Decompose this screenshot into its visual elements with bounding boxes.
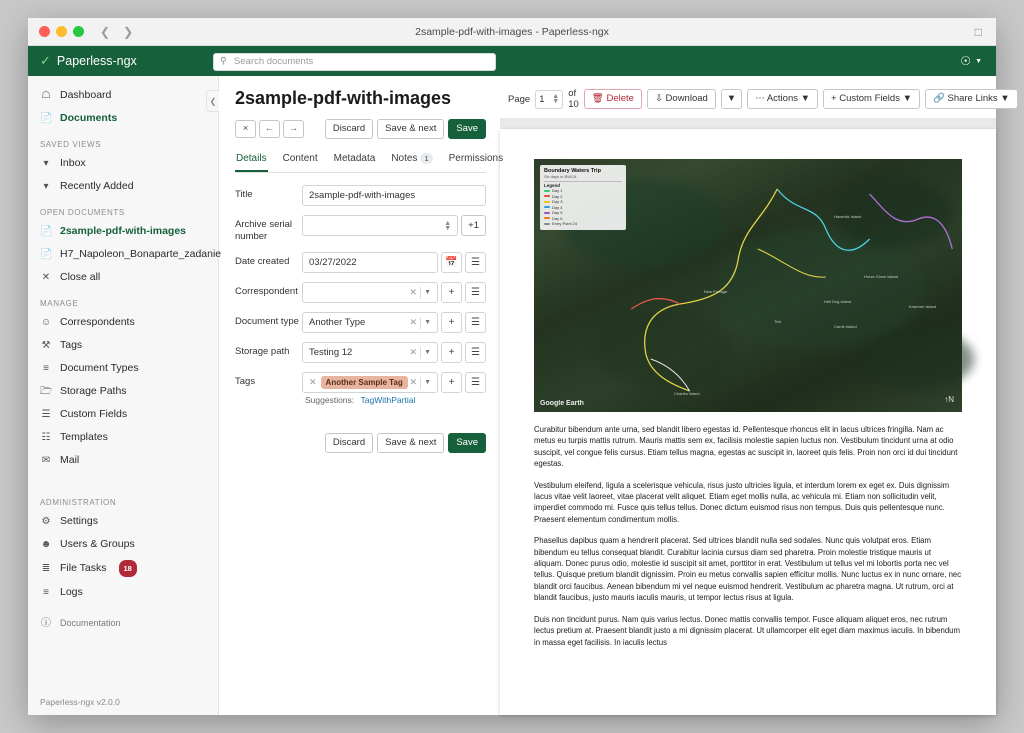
legend-label: Day 1 bbox=[552, 188, 563, 193]
document-nav-row bbox=[235, 119, 486, 139]
page-stepper-icon[interactable]: ▲ ▼ bbox=[552, 93, 560, 105]
save-and-next-button-top[interactable]: Save & next bbox=[377, 119, 444, 139]
trash-icon: 🗑 bbox=[591, 93, 604, 104]
tag-suggestions bbox=[305, 395, 486, 405]
sidebar-item-label: H7_Napoleon_Bonaparte_zadanie bbox=[60, 248, 222, 260]
legend-label: Day 3 bbox=[552, 199, 563, 204]
download-icon: ⇩ bbox=[654, 93, 663, 104]
tags-filter-icon[interactable]: ☰ bbox=[465, 372, 486, 393]
tags-add-button[interactable]: + bbox=[441, 372, 462, 393]
document-type-value: Another Type bbox=[309, 317, 366, 328]
file-icon: 📄 bbox=[40, 226, 53, 237]
suggestion-tag-link[interactable]: TagWithPartial bbox=[360, 395, 416, 405]
pdf-preview[interactable] bbox=[500, 118, 996, 715]
tag-icon: ⚒ bbox=[41, 340, 51, 351]
date-created-input[interactable]: 03/27/2022 bbox=[302, 252, 438, 273]
forward-icon[interactable]: ❯ bbox=[123, 24, 134, 39]
stepper-icon[interactable]: ▲ ▼ bbox=[444, 219, 452, 232]
storage-path-select[interactable] bbox=[302, 342, 438, 363]
search-icon: ⚲ bbox=[220, 55, 227, 66]
legend-label: Day 4 bbox=[552, 204, 563, 210]
app-topbar bbox=[28, 46, 996, 76]
sidebar-item-label: Dashboard bbox=[60, 89, 112, 101]
suggestions-label: Suggestions: bbox=[305, 395, 355, 405]
user-menu[interactable] bbox=[960, 54, 982, 68]
search-input[interactable] bbox=[213, 53, 496, 71]
document-type-select[interactable] bbox=[302, 312, 438, 333]
field-document-type bbox=[235, 312, 486, 333]
map-title: Boundary Waters Trip bbox=[544, 168, 601, 174]
browser-window bbox=[28, 18, 1010, 715]
field-tags-label: Tags bbox=[235, 376, 256, 387]
calendar-icon[interactable]: 📅 bbox=[441, 252, 462, 273]
page-label: Page bbox=[508, 93, 531, 105]
tab-details[interactable]: Details bbox=[235, 149, 268, 172]
share-links-button[interactable] bbox=[925, 89, 1018, 109]
legend-label: Day 6 bbox=[552, 215, 563, 221]
sidebar-item-label: Correspondents bbox=[60, 316, 135, 328]
sidebar-item-label: Mail bbox=[60, 454, 80, 466]
field-storage-path-label: Storage path bbox=[235, 346, 290, 357]
plus-icon: + bbox=[831, 93, 837, 104]
date-filter-icon[interactable]: ☰ bbox=[465, 252, 486, 273]
download-dropdown-button[interactable]: ▼ bbox=[721, 89, 742, 109]
chevron-down-icon: ▼ bbox=[800, 93, 811, 104]
sidebar-item-users-groups[interactable] bbox=[28, 533, 218, 556]
delete-label: Delete bbox=[606, 93, 634, 104]
field-document-type-label: Document type bbox=[235, 316, 299, 327]
field-date-created bbox=[235, 252, 486, 273]
sidebar-item-dashboard[interactable] bbox=[28, 84, 218, 107]
tab-metadata[interactable]: Metadata bbox=[333, 153, 376, 164]
app-root bbox=[28, 46, 1010, 715]
tab-permissions[interactable]: Permissions bbox=[448, 153, 504, 164]
sidebar-item-documentation[interactable] bbox=[28, 604, 218, 635]
actions-label: Actions bbox=[766, 93, 798, 104]
sidebar-item-label: Custom Fields bbox=[60, 408, 128, 420]
page-total: of 10 bbox=[568, 88, 579, 110]
archive-serial-input[interactable] bbox=[302, 215, 458, 236]
field-date-created-label: Date created bbox=[235, 256, 290, 267]
legend-label: Entry Point 24 bbox=[552, 221, 578, 226]
brand[interactable] bbox=[40, 53, 200, 69]
storage-path-add-button[interactable]: + bbox=[441, 342, 462, 363]
sidebar-item-label: Inbox bbox=[60, 157, 86, 169]
legend-label: Day 2 bbox=[552, 193, 563, 199]
chevron-down-icon[interactable]: ▼ bbox=[424, 379, 431, 386]
sidebar-item-label: Users & Groups bbox=[60, 538, 135, 550]
remove-tag-icon[interactable]: ✕ bbox=[309, 377, 317, 387]
sidebar-item-mail[interactable] bbox=[28, 449, 218, 472]
close-icon: ✕ bbox=[41, 272, 51, 283]
custom-fields-label: Custom Fields bbox=[839, 93, 900, 104]
actions-button[interactable] bbox=[747, 89, 818, 109]
chevron-down-icon: ▼ bbox=[975, 57, 982, 65]
sidebar-item-label: 2sample-pdf-with-images bbox=[60, 225, 187, 237]
custom-fields-button[interactable] bbox=[823, 89, 920, 109]
sidebar-item-templates[interactable] bbox=[28, 426, 218, 449]
save-and-next-button-bottom[interactable]: Save & next bbox=[377, 433, 444, 453]
link-icon: 🔗 bbox=[933, 93, 945, 104]
document-tabs[interactable] bbox=[235, 149, 504, 173]
page-title: 2sample-pdf-with-images bbox=[235, 88, 452, 108]
chevron-down-icon[interactable]: ▼ bbox=[424, 319, 431, 326]
tab-content[interactable]: Content bbox=[282, 153, 318, 164]
sidebar-item-file-tasks[interactable] bbox=[28, 556, 218, 581]
share-icon[interactable]: □ bbox=[974, 24, 982, 39]
map-legend bbox=[540, 165, 626, 230]
download-label: Download bbox=[665, 93, 708, 104]
sidebar-collapse-button[interactable]: ❮ bbox=[206, 90, 219, 112]
field-title-label: Title bbox=[235, 189, 253, 200]
sidebar-item-label: Templates bbox=[60, 431, 108, 443]
previous-document-button[interactable]: ← bbox=[259, 120, 280, 138]
field-title bbox=[235, 185, 486, 206]
window-titlebar bbox=[28, 18, 996, 46]
back-icon[interactable]: ❮ bbox=[100, 24, 111, 39]
chevron-down-icon: ▼ bbox=[902, 93, 912, 104]
map-place-label: Hell Dog Island bbox=[824, 299, 852, 304]
clear-icon[interactable]: ✕ bbox=[409, 317, 418, 327]
sidebar-item-storage-paths[interactable] bbox=[28, 380, 218, 403]
save-button-bottom[interactable]: Save bbox=[448, 433, 486, 453]
sidebar-item-logs[interactable] bbox=[28, 581, 218, 604]
chevron-down-icon: ▼ bbox=[1000, 93, 1010, 104]
close-document-button[interactable]: × bbox=[235, 120, 256, 138]
funnel-icon: ▾ bbox=[43, 181, 49, 192]
sidebar-item-documents[interactable] bbox=[28, 107, 218, 130]
sidebar-item-document-types[interactable] bbox=[28, 357, 218, 380]
dots-icon: ⋯ bbox=[755, 93, 765, 104]
discard-button-bottom[interactable]: Discard bbox=[325, 433, 373, 453]
map-place-label: Horse Glove Island bbox=[864, 274, 899, 279]
sidebar-item-correspondents[interactable] bbox=[28, 311, 218, 334]
notes-count-badge: 1 bbox=[420, 153, 432, 164]
document-paragraph: Curabitur bibendum ante urna, sed blandit libero egestas id. Pellentesque rhoncus elit in lacus ultrices fringilla. Nam ac metus eu turpis mattis rutrum. Mauris mattis sem ex, facilisis molestie sapien luctus non. Vestibulum tincidunt urna at odio suscipit, vel congue felis cursus. Etiam tellus magna, egestas ac suscipit in, laoreet quis felis. Proin non orci id dui tincidunt egestas. bbox=[534, 425, 958, 469]
map-place-label: Tick bbox=[774, 319, 782, 324]
share-links-label: Share Links bbox=[947, 93, 998, 104]
correspondent-select[interactable] bbox=[302, 282, 438, 303]
sidebar-item-label: Storage Paths bbox=[60, 385, 127, 397]
doc-nav-buttons[interactable] bbox=[235, 120, 304, 138]
sidebar-item-label: File Tasks bbox=[60, 562, 107, 574]
sidebar-item-label: Documentation bbox=[60, 618, 121, 628]
map-place-label: Carrie Island bbox=[834, 324, 857, 329]
sidebar-item-recently-added[interactable] bbox=[28, 175, 218, 198]
field-archive-serial bbox=[235, 215, 486, 243]
field-storage-path bbox=[235, 342, 486, 363]
sidebar-section-open-documents: OPEN DOCUMENTS bbox=[40, 208, 125, 217]
sidebar-item-label: Documents bbox=[60, 112, 118, 124]
sidebar-section-manage: MANAGE bbox=[40, 299, 79, 308]
discard-button-top[interactable]: Discard bbox=[325, 119, 373, 139]
save-bar-bottom bbox=[235, 433, 486, 453]
chevron-down-icon[interactable]: ▼ bbox=[424, 349, 431, 356]
tasks-icon: ≣ bbox=[41, 563, 51, 574]
preview-column bbox=[500, 76, 1010, 715]
clear-icon[interactable]: ✕ bbox=[409, 377, 418, 387]
field-archive-serial-label: Archive serial number bbox=[235, 219, 293, 242]
clear-icon[interactable]: ✕ bbox=[409, 347, 418, 357]
title-input[interactable]: 2sample-pdf-with-images bbox=[302, 185, 486, 206]
map-place-label: Kraemer Island bbox=[909, 304, 937, 309]
document-edit-pane bbox=[219, 76, 504, 715]
preview-toolbar bbox=[500, 76, 1010, 118]
save-button-top[interactable]: Save bbox=[448, 119, 486, 139]
sidebar-section-saved-views: SAVED VIEWS bbox=[40, 140, 102, 149]
sidebar-section-administration: ADMINISTRATION bbox=[40, 498, 117, 507]
search-area[interactable] bbox=[213, 51, 496, 71]
tab-notes-label: Notes bbox=[391, 153, 418, 164]
brand-name: Paperless-ngx bbox=[56, 54, 137, 68]
home-icon: ☖ bbox=[41, 90, 51, 101]
google-earth-watermark: Google Earth bbox=[540, 400, 584, 407]
sidebar-item-label: Document Types bbox=[60, 362, 139, 374]
chevron-down-icon[interactable]: ▼ bbox=[424, 289, 431, 296]
app-body bbox=[28, 76, 1010, 715]
document-paragraph: Duis non tincidunt purus. Nam quis varius lectus. Donec mattis convallis tempor. Fusce aliquam aliquet eros, nec rutrum lectus pretium at. Praesent blandit justo a mi dignissim placerat. Ut ullamcorper elit eget diam maximus iaculis. In bibendum in massa eget facilisis. In iaculis lectus bbox=[534, 614, 960, 647]
document-paragraph: Vestibulum eleifend, ligula a scelerisque vehicula, risus justo ultricies ligula, et interdum lorem ex eget ex. Duis dignissim lacus vitae velit laoreet, vitae placerat velit aliquet. Etiam eget mollis nulla, ac vehicula mi. Etiam non sollicitudin velit, imperdiet commodo mi. Fusce quis tellus tellus. Donec dictum euismod risus non tempus. Duis quis pellentesque nunc. Praesent elementum condimentum mollis. bbox=[534, 480, 950, 524]
doc-type-icon: ≡ bbox=[43, 363, 49, 374]
map-place-label: Charles Island bbox=[674, 391, 700, 396]
storage-path-filter-icon[interactable]: ☰ bbox=[465, 342, 486, 363]
map-place-label: New Portage bbox=[704, 289, 728, 294]
file-icon: 📄 bbox=[40, 113, 53, 124]
sidebar-item-custom-fields[interactable] bbox=[28, 403, 218, 426]
sidebar-version: Paperless-ngx v2.0.0 bbox=[40, 697, 120, 707]
map-place-label: Haverick Island bbox=[834, 214, 862, 219]
document-paragraph: Phasellus dapibus quam a hendrerit placerat. Sed ultrices blandit nulla sed sodales. Nunc quis volutpat eros. Etiam bibendum eu tellus consequat blandit. Curabitur lacinia cursus diam sed pharetra. Proin molestie tristique mauris ut aliquam. Donec purus odio, molestie id suscipit sit amet, porttitor in erat. Vestibulum ut tellus vel mi lobortis porta nec vel tellus. Quisque pretium blandit dignissim. Proin eu metus convallis sapien efficitur mollis. Nunc luctus ex in nunc ornare, nec blandit orci faucibus. Aenean bibendum mi vel neque euismod hendrerit. Vestibulum ac pharetra magna. Ut rutrum, orci at blandit faucibus, justo mauris iaculis mauris, ut tempor lectus risus at ligula. bbox=[534, 536, 962, 603]
download-button[interactable] bbox=[647, 89, 716, 109]
sidebar-open-doc-1[interactable] bbox=[28, 220, 218, 243]
people-icon: ☻ bbox=[40, 539, 52, 550]
info-icon: ⓘ bbox=[41, 618, 51, 629]
sidebar-item-label: Close all bbox=[60, 271, 101, 283]
sidebar-item-inbox[interactable] bbox=[28, 152, 218, 175]
field-correspondent-label: Correspondent bbox=[235, 286, 298, 297]
mail-icon: ✉ bbox=[41, 455, 51, 466]
funnel-icon: ▾ bbox=[43, 158, 49, 169]
sidebar-item-label: Tags bbox=[60, 339, 83, 351]
legend-label: Day 5 bbox=[552, 210, 563, 215]
file-tasks-badge: 18 bbox=[119, 560, 137, 577]
sidebar-item-label: Logs bbox=[60, 586, 83, 598]
file-icon: 📄 bbox=[40, 249, 53, 260]
sidebar-close-all[interactable] bbox=[28, 266, 218, 289]
storage-path-value: Testing 12 bbox=[309, 347, 353, 358]
archive-serial-plus-one-button[interactable]: +1 bbox=[461, 215, 486, 236]
page-number-input[interactable] bbox=[535, 90, 563, 109]
compass-icon: ↑N bbox=[944, 395, 954, 404]
user-circle-icon: ☉ bbox=[960, 54, 972, 68]
pdf-page bbox=[500, 129, 996, 715]
sidebar-item-settings[interactable] bbox=[28, 510, 218, 533]
gear-icon: ⚙ bbox=[41, 516, 51, 527]
tags-select[interactable] bbox=[302, 372, 438, 393]
sidebar-item-tags[interactable] bbox=[28, 334, 218, 357]
map-subtitle: Six days in BWCA bbox=[544, 174, 577, 179]
sidebar-item-label: Settings bbox=[60, 515, 98, 527]
sidebar-item-label: Recently Added bbox=[60, 180, 134, 192]
template-icon: ☷ bbox=[41, 432, 51, 443]
folder-icon: 🗁 bbox=[40, 386, 53, 397]
document-type-add-button[interactable]: + bbox=[441, 312, 462, 333]
legend-item bbox=[544, 221, 622, 227]
page-number-value: 1 bbox=[539, 93, 545, 105]
list-icon: ☰ bbox=[41, 409, 51, 420]
next-document-button[interactable]: → bbox=[283, 120, 304, 138]
map-legend-header: Legend bbox=[544, 181, 622, 188]
field-correspondent bbox=[235, 282, 486, 303]
window-title: 2sample-pdf-with-images - Paperless-ngx bbox=[415, 25, 609, 38]
logs-icon: ≡ bbox=[43, 587, 49, 598]
person-icon: ☺ bbox=[40, 317, 52, 328]
correspondent-filter-icon[interactable]: ☰ bbox=[465, 282, 486, 303]
correspondent-add-button[interactable]: + bbox=[441, 282, 462, 303]
map-image bbox=[534, 159, 962, 412]
document-type-filter-icon[interactable]: ☰ bbox=[465, 312, 486, 333]
clear-icon[interactable]: ✕ bbox=[409, 287, 418, 297]
field-tags bbox=[235, 372, 486, 393]
tab-notes[interactable] bbox=[390, 149, 433, 172]
leaf-logo-icon: ✓ bbox=[40, 53, 51, 68]
sidebar-open-doc-2[interactable] bbox=[28, 243, 222, 266]
sidebar bbox=[28, 76, 222, 715]
main-content bbox=[219, 76, 1010, 715]
tag-chip[interactable]: Another Sample Tag bbox=[321, 376, 408, 389]
delete-button[interactable] bbox=[584, 89, 642, 109]
